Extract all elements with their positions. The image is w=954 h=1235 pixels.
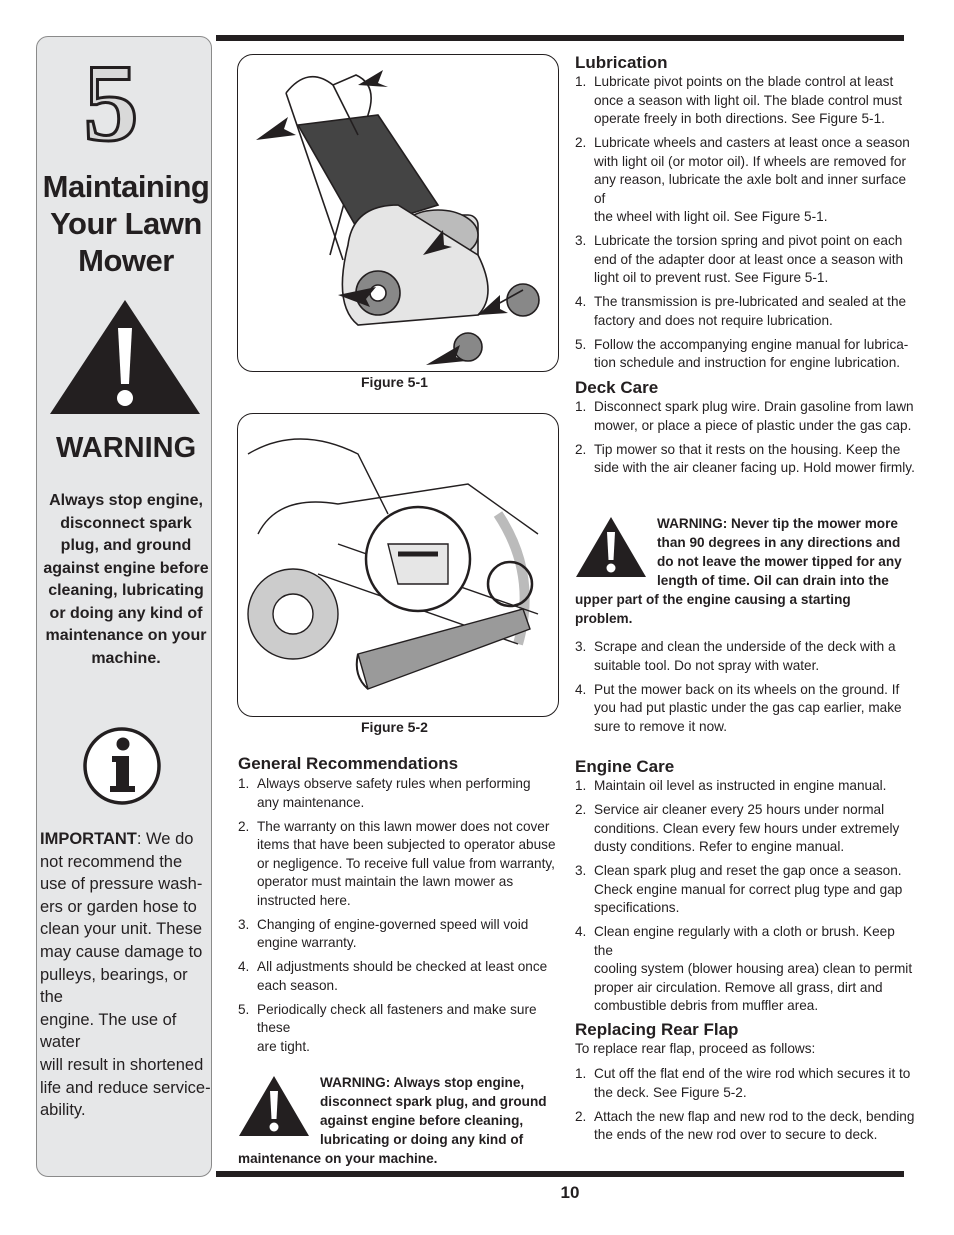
important-line: may cause damage to xyxy=(40,942,203,961)
warning-icon xyxy=(48,298,202,416)
item-line: Lubricate wheels and casters at least once a season xyxy=(594,135,910,150)
item-line: you had put plastic under the gas cap earlier, make xyxy=(594,700,902,715)
item-line: sure to remove it now. xyxy=(594,718,727,734)
important-line: ability. xyxy=(40,1101,86,1120)
important-line: pulleys, bearings, or the xyxy=(40,965,188,1007)
item-line: The transmission is pre-lubricated and sealed at the xyxy=(594,294,907,309)
replacing-rear-flap-heading: Replacing Rear Flap xyxy=(575,1020,739,1039)
item-line: instructed here. xyxy=(257,892,351,908)
item-number: 1. xyxy=(575,778,587,793)
warning-line: upper part of the engine causing a starting problem. xyxy=(575,592,851,626)
item-line: or negligence. To receive full value from warranty, xyxy=(257,855,555,871)
item-line: Periodically check all fasteners and make sure these xyxy=(257,1001,537,1035)
item-line: dusty conditions. Refer to engine manual. xyxy=(594,839,845,854)
warning-line: plug, and ground xyxy=(60,537,192,554)
item-line: items that have been subjected to operator abuse xyxy=(257,837,556,852)
important-line: : We do xyxy=(136,830,194,848)
warning-line: WARNING: Always stop engine, xyxy=(320,1075,525,1090)
item-line: Lubricate pivot points on the blade control at least xyxy=(594,74,894,89)
item-line: operate freely in both directions. See Figure 5-1. xyxy=(594,111,885,126)
important-line: engine. The use of water xyxy=(40,1010,177,1052)
deck-warning-callout xyxy=(575,514,905,628)
figure-5-2-frame xyxy=(237,413,559,717)
item-number: 4. xyxy=(575,924,587,939)
warning-line: against engine before xyxy=(43,559,209,577)
item-line: Changing of engine-governed speed will void xyxy=(257,916,529,932)
list-item xyxy=(238,775,568,812)
item-number: 4. xyxy=(575,681,587,697)
rear-flap-intro: To replace rear flap, proceed as follows: xyxy=(575,1041,816,1056)
list-item xyxy=(575,801,915,857)
item-line: conditions. Clean every few hours under extremely xyxy=(594,820,900,836)
important-line: will result in shortened xyxy=(40,1055,204,1074)
chapter-title-line: Your Lawn xyxy=(50,206,202,241)
item-number: 3. xyxy=(575,863,587,878)
item-line: each season. xyxy=(257,977,338,993)
item-line: combustible debris from muffler area. xyxy=(594,998,819,1013)
warning-line: Always stop engine, xyxy=(49,492,203,509)
bottom-rule xyxy=(216,1171,904,1177)
list-item xyxy=(575,441,915,478)
item-line: the wheel with light oil. See Figure 5-1. xyxy=(594,209,828,224)
item-number: 4. xyxy=(575,294,587,309)
item-line: tion schedule and instruction for engine lubrication. xyxy=(594,355,901,370)
item-line: The warranty on this lawn mower does not cover xyxy=(257,818,550,834)
list-item xyxy=(575,293,915,330)
lubrication-heading: Lubrication xyxy=(575,53,668,72)
warning-line: or doing any kind of xyxy=(49,604,203,622)
warning-line: machine. xyxy=(91,649,161,667)
item-line: Attach the new flap and new rod to the deck, bending xyxy=(594,1108,915,1124)
list-item xyxy=(575,862,915,918)
item-line: Clean spark plug and reset the gap once a season. xyxy=(594,863,902,878)
chapter-title-line: Mower xyxy=(78,243,174,278)
deck-care-list xyxy=(575,398,915,483)
list-item xyxy=(575,398,915,435)
item-line: operator must maintain the lawn mower as xyxy=(257,874,514,889)
item-line: end of the adapter door at least once a season with xyxy=(594,251,904,267)
item-number: 4. xyxy=(238,959,250,974)
list-item xyxy=(575,923,915,1016)
important-line: clean your unit. These xyxy=(40,920,203,939)
warning-line: do not leave the mower tipped for any xyxy=(657,554,902,569)
item-line: mower, or place a piece of plastic under the gas cap. xyxy=(594,417,912,433)
warning-line: disconnect spark xyxy=(60,514,192,532)
deck-care-heading: Deck Care xyxy=(575,378,659,397)
item-line: specifications. xyxy=(594,900,680,915)
item-number: 2. xyxy=(575,1108,587,1124)
list-item xyxy=(238,818,568,911)
item-number: 2. xyxy=(575,802,587,817)
item-line: with light oil (or motor oil). If wheels are removed for xyxy=(594,153,907,169)
item-number: 5. xyxy=(575,336,587,352)
important-line: life and reduce service- xyxy=(40,1078,211,1097)
deck-care-list-continued xyxy=(575,638,915,742)
list-item xyxy=(575,134,915,227)
list-item xyxy=(575,777,915,796)
warning-icon xyxy=(575,516,647,578)
item-line: engine warranty. xyxy=(257,935,357,950)
item-line: proper air circulation. Remove all grass, dirt and xyxy=(594,979,883,995)
list-item xyxy=(575,336,915,373)
figure-5-1-caption: Figure 5-1 xyxy=(361,374,428,390)
item-line: Service air cleaner every 25 hours under normal xyxy=(594,802,885,817)
item-line: any reason, lubricate the axle bolt and inner surface of xyxy=(594,172,907,206)
list-item xyxy=(575,638,915,675)
item-number: 1. xyxy=(238,776,250,791)
list-item xyxy=(238,1001,568,1057)
engine-care-heading: Engine Care xyxy=(575,757,675,776)
item-number: 2. xyxy=(575,135,587,150)
list-item xyxy=(575,1108,915,1145)
general-recommendations-heading: General Recommendations xyxy=(238,754,459,773)
engine-care-list xyxy=(575,777,915,1021)
page-number: 10 xyxy=(560,1183,580,1202)
item-line: light oil to prevent rust. See Figure 5-1. xyxy=(594,270,829,285)
figure-5-2-caption: Figure 5-2 xyxy=(361,719,428,735)
item-line: Tip mower so that it rests on the housing. Keep the xyxy=(594,441,901,457)
item-line: cooling system (blower housing area) clean to permit xyxy=(594,961,913,976)
warning-line: than 90 degrees in any directions and xyxy=(657,535,901,550)
item-number: 3. xyxy=(575,233,587,248)
list-item xyxy=(575,681,915,737)
item-line: suitable tool. Do not spray with water. xyxy=(594,657,820,673)
item-line: Clean engine regularly with a cloth or brush. Keep the xyxy=(594,924,895,958)
item-line: Maintain oil level as instructed in engine manual. xyxy=(594,778,887,793)
chapter-title xyxy=(36,168,216,279)
item-line: Lubricate the torsion spring and pivot point on each xyxy=(594,233,903,248)
important-line: not recommend the xyxy=(40,852,183,871)
item-line: once a season with light oil. The blade control must xyxy=(594,92,903,108)
list-item xyxy=(575,232,915,288)
item-line: are tight. xyxy=(257,1038,310,1054)
general-recommendations-list xyxy=(238,775,568,1062)
warning-line: against engine before cleaning, xyxy=(320,1113,524,1128)
general-warning-callout xyxy=(238,1073,558,1168)
item-line: factory and does not require lubrication. xyxy=(594,312,833,328)
warning-icon xyxy=(238,1075,310,1137)
warning-line: lubricating or doing any kind of xyxy=(320,1132,524,1147)
warning-line: maintenance on your xyxy=(45,627,207,644)
chapter-title-line: Maintaining xyxy=(42,169,210,204)
rear-flap-list xyxy=(575,1065,915,1150)
item-line: Check engine manual for correct plug type and gap xyxy=(594,881,903,897)
item-number: 3. xyxy=(575,639,587,654)
item-line: Follow the accompanying engine manual for lubrica- xyxy=(594,336,909,352)
warning-line: length of time. Oil can drain into the xyxy=(657,573,889,588)
item-line: Disconnect spark plug wire. Drain gasoline from lawn xyxy=(594,399,914,414)
item-number: 1. xyxy=(575,1066,587,1081)
item-line: Cut off the flat end of the wire rod which secures it to xyxy=(594,1066,911,1081)
item-line: side with the air cleaner facing up. Hold mower firmly. xyxy=(594,460,915,475)
warning-heading: WARNING xyxy=(56,432,197,464)
top-rule xyxy=(216,35,904,41)
warning-line: maintenance on your machine. xyxy=(238,1151,438,1166)
item-line: the ends of the new rod over to secure to deck. xyxy=(594,1127,878,1142)
important-line: use of pressure wash- xyxy=(40,875,203,894)
rear-flap-illustration xyxy=(238,414,559,717)
warning-line: WARNING: Never tip the mower more xyxy=(657,516,898,531)
figure-5-1-frame xyxy=(237,54,559,372)
item-number: 2. xyxy=(238,818,250,834)
info-icon xyxy=(82,726,162,806)
warning-text xyxy=(40,490,212,670)
important-note xyxy=(40,828,212,1122)
item-number: 1. xyxy=(575,399,587,414)
item-number: 5. xyxy=(238,1001,250,1017)
list-item xyxy=(575,1065,915,1102)
item-number: 3. xyxy=(238,916,250,932)
lawn-mower-illustration xyxy=(238,55,559,372)
list-item xyxy=(238,958,568,995)
chapter-number: 5 xyxy=(83,42,139,164)
lubrication-list xyxy=(575,73,915,378)
warning-line: disconnect spark plug, and ground xyxy=(320,1094,547,1109)
important-line: ers or garden hose to xyxy=(40,897,197,916)
item-line: Put the mower back on its wheels on the ground. If xyxy=(594,681,900,697)
item-line: the deck. See Figure 5-2. xyxy=(594,1084,747,1100)
item-number: 2. xyxy=(575,441,587,457)
item-line: any maintenance. xyxy=(257,794,365,810)
warning-line: cleaning, lubricating xyxy=(48,582,204,599)
item-line: Always observe safety rules when performing xyxy=(257,776,531,791)
important-label: IMPORTANT xyxy=(40,830,137,848)
item-line: Scrape and clean the underside of the deck with a xyxy=(594,639,896,654)
list-item xyxy=(238,916,568,953)
item-line: All adjustments should be checked at least once xyxy=(257,959,548,974)
list-item xyxy=(575,73,915,129)
item-number: 1. xyxy=(575,74,587,89)
